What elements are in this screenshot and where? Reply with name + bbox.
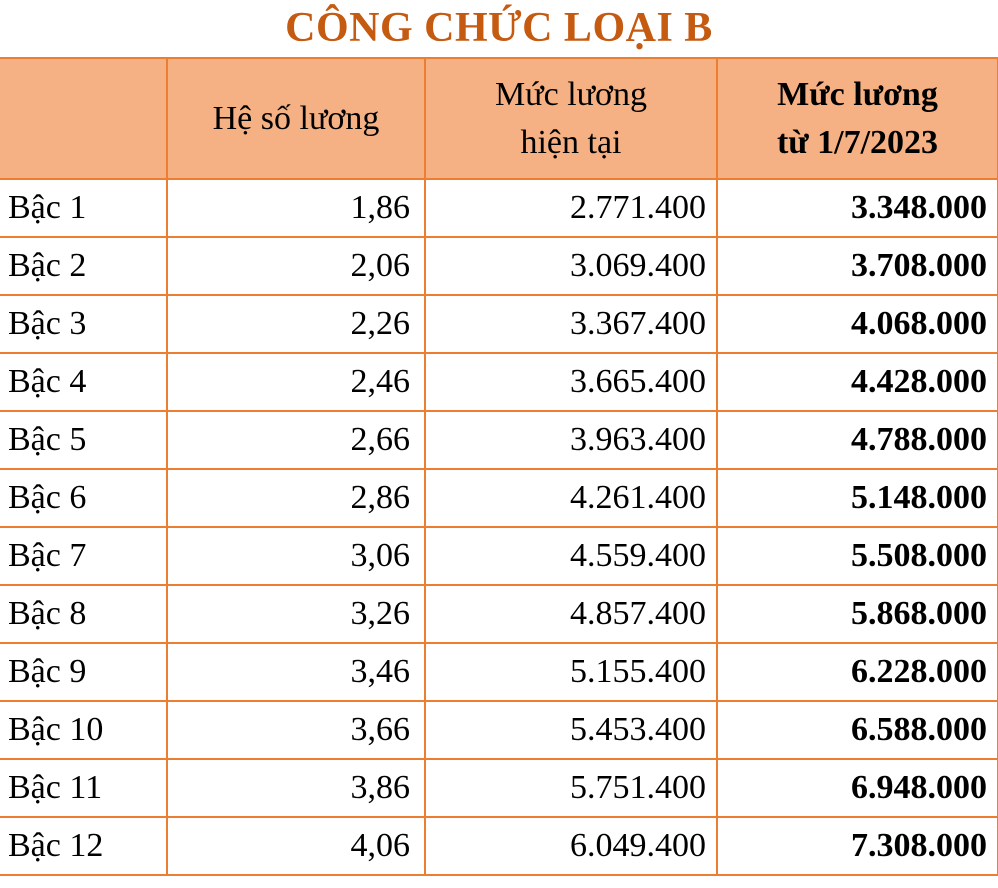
cell-coefficient: 3,06 <box>167 527 425 585</box>
cell-grade: Bậc 10 <box>0 701 167 759</box>
cell-grade: Bậc 11 <box>0 759 167 817</box>
cell-new-salary: 5.508.000 <box>717 527 998 585</box>
cell-coefficient: 2,26 <box>167 295 425 353</box>
cell-current-salary: 3.665.400 <box>425 353 717 411</box>
table-row <box>0 643 998 701</box>
cell-grade: Bậc 7 <box>0 527 167 585</box>
table-row <box>0 353 998 411</box>
table-row <box>0 295 998 353</box>
cell-grade: Bậc 1 <box>0 179 167 237</box>
cell-current-salary: 4.559.400 <box>425 527 717 585</box>
cell-current-salary: 4.857.400 <box>425 585 717 643</box>
table-header <box>0 58 998 179</box>
cell-grade: Bậc 8 <box>0 585 167 643</box>
cell-new-salary: 5.868.000 <box>717 585 998 643</box>
cell-new-salary: 4.428.000 <box>717 353 998 411</box>
cell-current-salary: 5.751.400 <box>425 759 717 817</box>
cell-coefficient: 2,66 <box>167 411 425 469</box>
cell-coefficient: 3,86 <box>167 759 425 817</box>
cell-current-salary: 3.367.400 <box>425 295 717 353</box>
cell-new-salary: 3.348.000 <box>717 179 998 237</box>
table-row <box>0 817 998 875</box>
cell-current-salary: 5.453.400 <box>425 701 717 759</box>
cell-coefficient: 4,06 <box>167 817 425 875</box>
table-row <box>0 179 998 237</box>
header-cell-empty <box>0 58 167 179</box>
cell-coefficient: 3,46 <box>167 643 425 701</box>
cell-grade: Bậc 2 <box>0 237 167 295</box>
cell-grade: Bậc 9 <box>0 643 167 701</box>
cell-new-salary: 3.708.000 <box>717 237 998 295</box>
cell-coefficient: 3,66 <box>167 701 425 759</box>
cell-coefficient: 2,86 <box>167 469 425 527</box>
cell-grade: Bậc 12 <box>0 817 167 875</box>
header-new-line2: từ 1/7/2023 <box>776 123 939 161</box>
header-cell-coefficient: Hệ số lương <box>167 58 425 179</box>
header-new-line1: Mức lương <box>777 75 938 113</box>
salary-table <box>0 57 998 876</box>
cell-grade: Bậc 6 <box>0 469 167 527</box>
table-row <box>0 759 998 817</box>
cell-current-salary: 3.069.400 <box>425 237 717 295</box>
header-current-line1: Mức lương <box>494 75 648 113</box>
cell-coefficient: 3,26 <box>167 585 425 643</box>
header-row <box>0 58 998 179</box>
cell-new-salary: 7.308.000 <box>717 817 998 875</box>
table-body <box>0 179 998 875</box>
cell-current-salary: 4.261.400 <box>425 469 717 527</box>
table-row <box>0 237 998 295</box>
cell-new-salary: 5.148.000 <box>717 469 998 527</box>
cell-grade: Bậc 3 <box>0 295 167 353</box>
cell-new-salary: 6.948.000 <box>717 759 998 817</box>
header-cell-current-salary <box>425 58 717 179</box>
cell-new-salary: 6.228.000 <box>717 643 998 701</box>
cell-grade: Bậc 5 <box>0 411 167 469</box>
page-title: CÔNG CHỨC LOẠI B <box>285 5 713 51</box>
cell-current-salary: 6.049.400 <box>425 817 717 875</box>
table-row <box>0 701 998 759</box>
table-row <box>0 585 998 643</box>
table-row <box>0 411 998 469</box>
table-row <box>0 527 998 585</box>
cell-current-salary: 2.771.400 <box>425 179 717 237</box>
header-cell-new-salary <box>717 58 998 179</box>
cell-new-salary: 4.788.000 <box>717 411 998 469</box>
cell-coefficient: 2,06 <box>167 237 425 295</box>
cell-current-salary: 5.155.400 <box>425 643 717 701</box>
cell-coefficient: 1,86 <box>167 179 425 237</box>
cell-new-salary: 4.068.000 <box>717 295 998 353</box>
cell-current-salary: 3.963.400 <box>425 411 717 469</box>
cell-new-salary: 6.588.000 <box>717 701 998 759</box>
table-row <box>0 469 998 527</box>
cell-grade: Bậc 4 <box>0 353 167 411</box>
header-current-line2: hiện tại <box>520 123 622 161</box>
cell-coefficient: 2,46 <box>167 353 425 411</box>
